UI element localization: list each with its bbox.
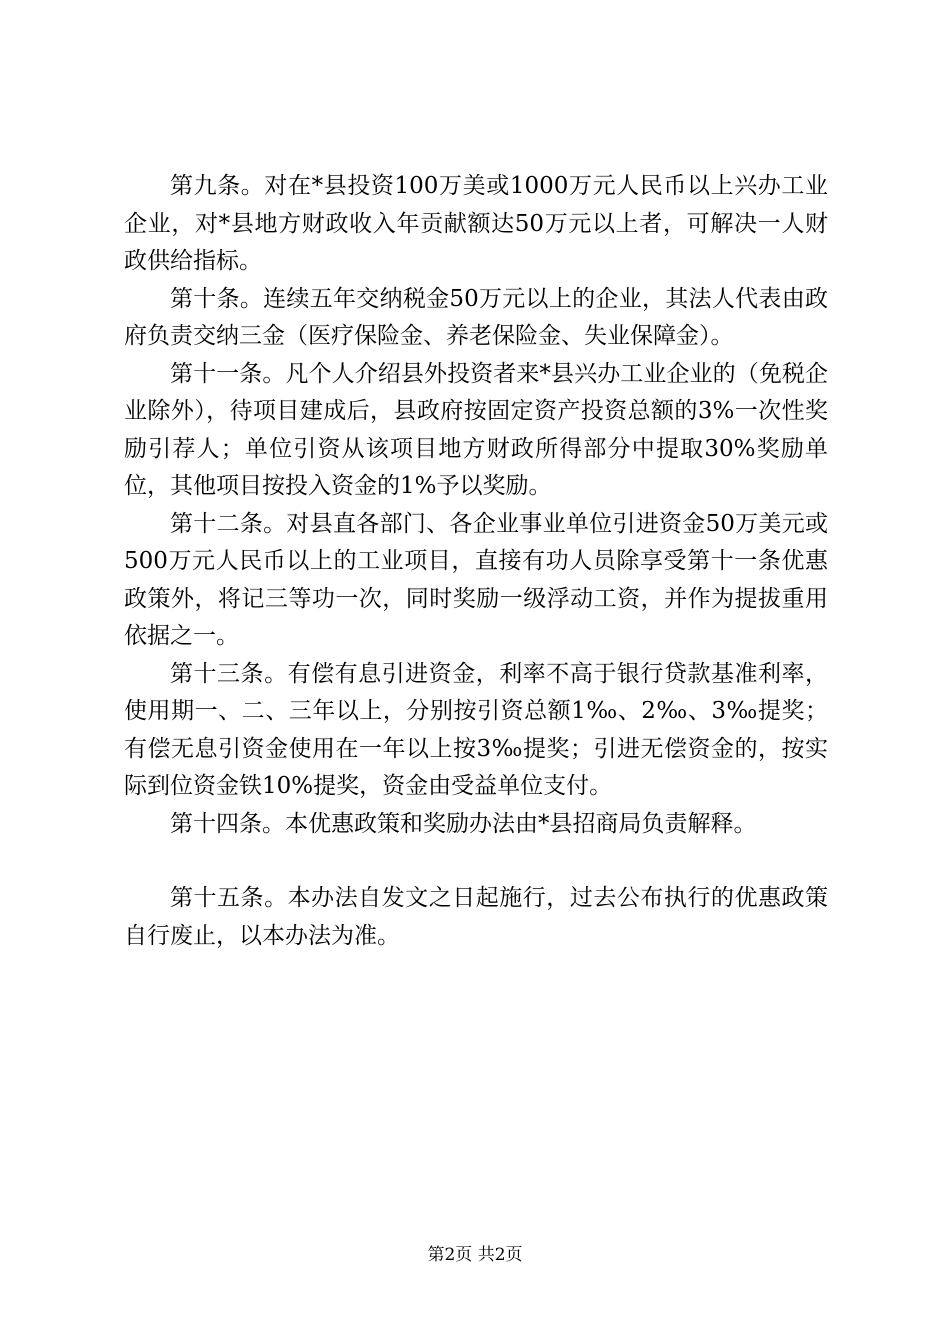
article-9: 第九条。对在*县投资100万美或1000万元人民币以上兴办工业企业，对*县地方财政收入年贡献额达50万元以上者，可解决一人财政供给指标。 [124, 173, 828, 274]
document-body [124, 168, 828, 955]
article-14: 第十四条。本优惠政策和奖励办法由*县招商局负责解释。 [170, 810, 757, 837]
article-15: 第十五条。本办法自发文之日起施行，过去公布执行的优惠政策自行废止，以本办法为准。 [124, 885, 828, 949]
article-10: 第十条。连续五年交纳税金50万元以上的企业，其法人代表由政府负责交纳三金（医疗保险金、养老保险金、失业保障金）。 [124, 285, 828, 349]
article-13: 第十三条。有偿有息引进资金，利率不高于银行贷款基准利率，使用期一、二、三年以上，分别按引资总额1‰、2‰、3‰提奖；有偿无息引资金使用在一年以上按3‰提奖；引进无偿资金的，按实际到位资金铁10%提奖，资金由受益单位支付。 [124, 660, 828, 799]
article-11: 第十一条。凡个人介绍县外投资者来*县兴办工业企业的（免税企业除外），待项目建成后，县政府按固定资产投资总额的3%一次性奖励引荐人；单位引资从该项目地方财政所得部分中提取30%奖励单位，其他项目按投入资金的1%予以奖励。 [124, 360, 828, 499]
page-number-footer: 第2页 共2页 [427, 1245, 523, 1265]
article-12: 第十二条。对县直各部门、各企业事业单位引进资金50万美元或500万元人民币以上的工业项目，直接有功人员除享受第十一条优惠政策外，将记三等功一次，同时奖励一级浮动工资，并作为提拔重用依据之一。 [124, 510, 828, 649]
